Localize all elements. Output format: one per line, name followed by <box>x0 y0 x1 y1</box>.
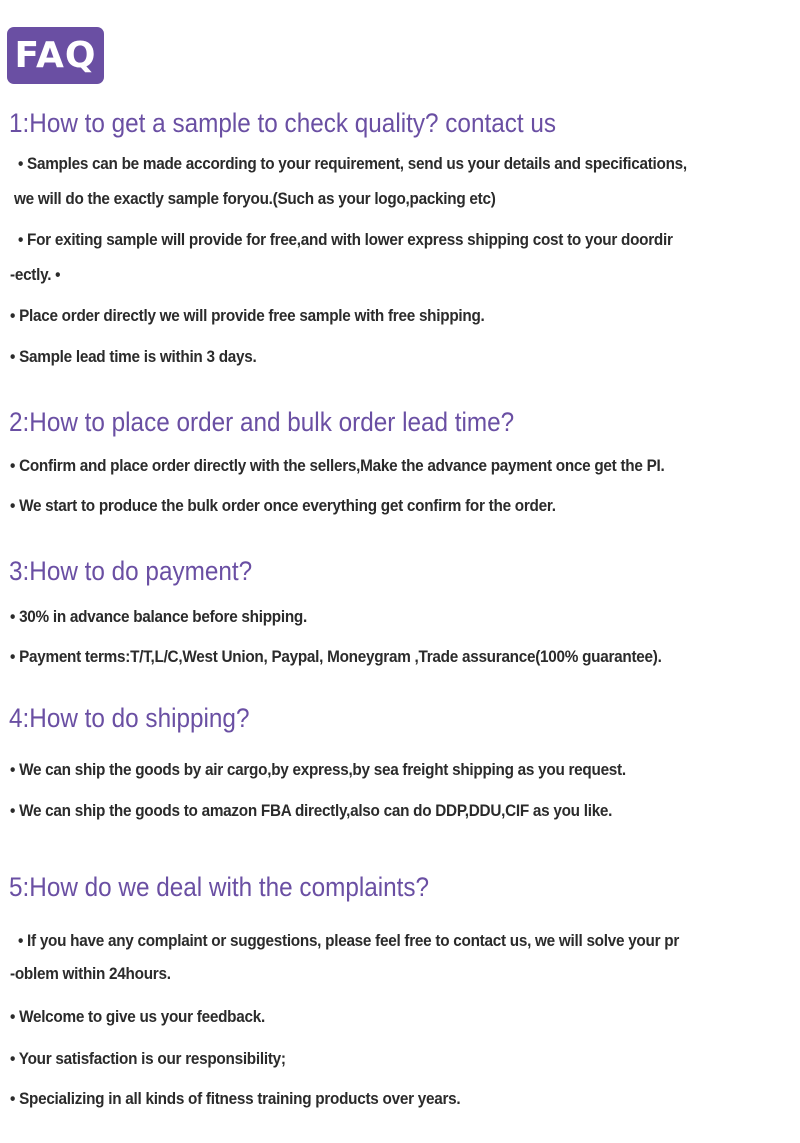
section-1-heading: 1:How to get a sample to check quality? contact us <box>9 108 557 138</box>
section-1-line-5: • Place order directly we will provide free sample with free shipping. <box>10 306 485 325</box>
section-5-heading: 5:How do we deal with the complaints? <box>9 872 430 902</box>
section-5-line-1: • If you have any complaint or suggestions, please feel free to contact us, we will solve your pr <box>10 931 680 950</box>
section-2-line-2: • We start to produce the bulk order once everything get confirm for the order. <box>10 496 556 515</box>
section-4-line-1: • We can ship the goods by air cargo,by express,by sea freight shipping as you request. <box>10 760 626 779</box>
faq-badge: FAQ <box>7 27 104 84</box>
section-5-line-4: • Your satisfaction is our responsibility; <box>10 1049 286 1068</box>
section-1-line-3: • For exiting sample will provide for free,and with lower express shipping cost to your doordir <box>10 230 673 249</box>
section-1-line-1: • Samples can be made according to your requirement, send us your details and specifications, <box>10 154 687 173</box>
section-5-line-3: • Welcome to give us your feedback. <box>10 1007 265 1026</box>
section-1-line-6: • Sample lead time is within 3 days. <box>10 347 257 366</box>
section-5-line-5: • Specializing in all kinds of fitness training products over years. <box>10 1089 461 1108</box>
section-2-line-1: • Confirm and place order directly with the sellers,Make the advance payment once get the PI. <box>10 456 665 475</box>
section-4-heading: 4:How to do shipping? <box>9 703 250 733</box>
section-5-line-2: -oblem within 24hours. <box>10 964 171 983</box>
section-1-line-4: -ectly. • <box>10 265 61 284</box>
section-3-line-1: • 30% in advance balance before shipping. <box>10 607 307 626</box>
section-3-heading: 3:How to do payment? <box>9 556 253 586</box>
section-4-line-2: • We can ship the goods to amazon FBA directly,also can do DDP,DDU,CIF as you like. <box>10 801 613 820</box>
section-2-heading: 2:How to place order and bulk order lead time? <box>9 407 515 437</box>
section-1-line-2: we will do the exactly sample foryou.(Such as your logo,packing etc) <box>10 189 496 208</box>
section-3-line-2: • Payment terms:T/T,L/C,West Union, Paypal, Moneygram ,Trade assurance(100% guarantee). <box>10 647 662 666</box>
